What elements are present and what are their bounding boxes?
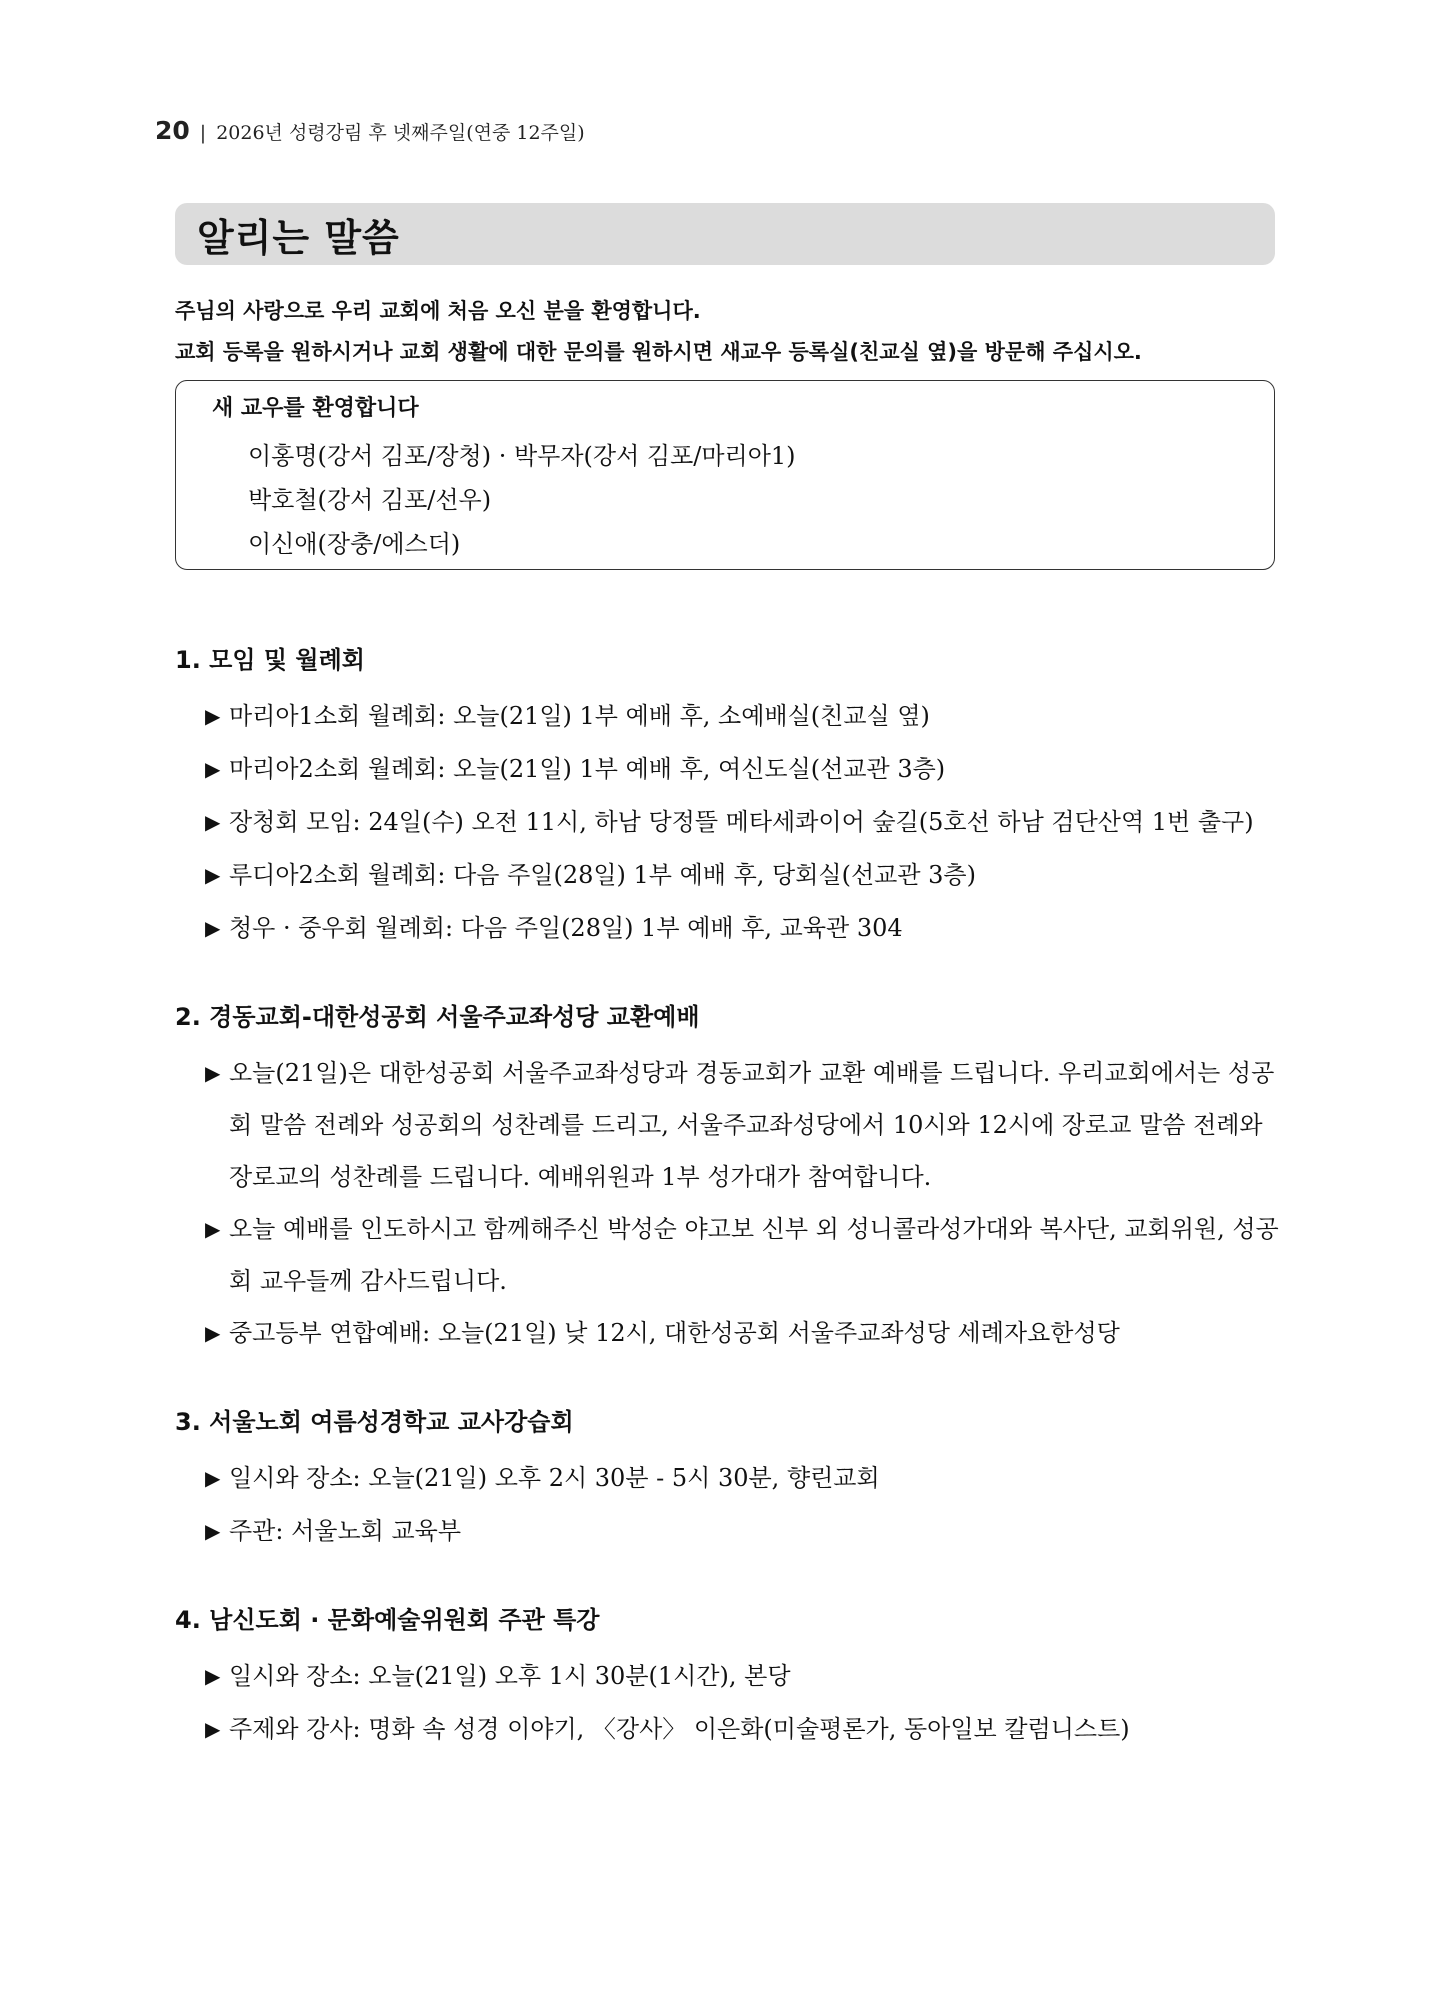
page-header bbox=[155, 116, 585, 145]
notice-heading: 1. 모임 및 월례회 bbox=[175, 646, 365, 674]
arrow-bullet-icon: ▶ bbox=[205, 810, 221, 834]
notice-section bbox=[175, 640, 1285, 955]
notice-item-text: 오늘(21일)은 대한성공회 서울주교좌성당과 경동교회가 교환 예배를 드립니다. 우리교회에서는 성공회 말씀 전례와 성공회의 성찬례를 드리고, 서울주교좌성당에서 10시와 12시에 장로교 말씀 전례와 장로교의 성찬례를 드립니다. 예배위원과 1부 성가대가 참여합니다. bbox=[229, 1059, 1275, 1191]
notice-item-text: 중고등부 연합예배: 오늘(21일) 낮 12시, 대한성공회 서울주교좌성당 세례자요한성당 bbox=[229, 1319, 1120, 1347]
arrow-bullet-icon: ▶ bbox=[205, 1664, 221, 1688]
notice-item-text: 일시와 장소: 오늘(21일) 오후 2시 30분 - 5시 30분, 향린교회 bbox=[229, 1464, 880, 1492]
notice-item bbox=[205, 1307, 1285, 1360]
notice-item bbox=[205, 743, 1285, 796]
page-title: 알리는 말씀 bbox=[197, 215, 400, 260]
notice-item bbox=[205, 690, 1285, 743]
notice-item-text: 루디아2소회 월례회: 다음 주일(28일) 1부 예배 후, 당회실(선교관 3층) bbox=[229, 861, 976, 889]
notice-section bbox=[175, 1600, 1285, 1756]
arrow-bullet-icon: ▶ bbox=[205, 1717, 221, 1741]
arrow-bullet-icon: ▶ bbox=[205, 1217, 221, 1241]
notice-item bbox=[205, 796, 1285, 849]
page-number: 20 bbox=[155, 116, 190, 145]
notice-heading: 4. 남신도회 · 문화예술위원회 주관 특강 bbox=[175, 1606, 600, 1634]
notices bbox=[175, 640, 1285, 1798]
welcome-member: 이신애(장충/에스더) bbox=[248, 530, 461, 558]
arrow-bullet-icon: ▶ bbox=[205, 1466, 221, 1490]
notice-item bbox=[205, 1505, 1285, 1558]
notice-item-text: 마리아1소회 월례회: 오늘(21일) 1부 예배 후, 소예배실(친교실 옆) bbox=[229, 702, 930, 730]
arrow-bullet-icon: ▶ bbox=[205, 704, 221, 728]
title-bar bbox=[175, 203, 1275, 265]
notice-section bbox=[175, 1402, 1285, 1558]
notice-item-text: 주제와 강사: 명화 속 성경 이야기, 〈강사〉 이은화(미술평론가, 동아일보 칼럼니스트) bbox=[229, 1715, 1130, 1743]
notice-heading: 3. 서울노회 여름성경학교 교사강습회 bbox=[175, 1408, 574, 1436]
notice-section bbox=[175, 997, 1285, 1360]
notice-item bbox=[205, 849, 1285, 902]
intro-line: 주님의 사랑으로 우리 교회에 처음 오신 분을 환영합니다. bbox=[175, 299, 701, 323]
welcome-heading: 새 교우를 환영합니다 bbox=[212, 396, 419, 421]
notice-heading: 2. 경동교회-대한성공회 서울주교좌성당 교환예배 bbox=[175, 1003, 700, 1031]
notice-item-text: 청우 · 중우회 월례회: 다음 주일(28일) 1부 예배 후, 교육관 304 bbox=[229, 914, 903, 942]
notice-item bbox=[205, 1452, 1285, 1505]
arrow-bullet-icon: ▶ bbox=[205, 1061, 221, 1085]
notice-item bbox=[205, 1203, 1285, 1307]
notice-item bbox=[205, 1650, 1285, 1703]
arrow-bullet-icon: ▶ bbox=[205, 863, 221, 887]
notice-item-text: 주관: 서울노회 교육부 bbox=[229, 1517, 461, 1545]
intro-line: 교회 등록을 원하시거나 교회 생활에 대한 문의를 원하시면 새교우 등록실(친교실 옆)을 방문해 주십시오. bbox=[175, 340, 1142, 364]
welcome-member: 이홍명(강서 김포/장청) · 박무자(강서 김포/마리아1) bbox=[248, 442, 796, 470]
notice-item-text: 마리아2소회 월례회: 오늘(21일) 1부 예배 후, 여신도실(선교관 3층) bbox=[229, 755, 946, 783]
intro bbox=[175, 291, 1295, 373]
arrow-bullet-icon: ▶ bbox=[205, 1321, 221, 1345]
notice-item-text: 일시와 장소: 오늘(21일) 오후 1시 30분(1시간), 본당 bbox=[229, 1662, 791, 1690]
arrow-bullet-icon: ▶ bbox=[205, 757, 221, 781]
arrow-bullet-icon: ▶ bbox=[205, 1519, 221, 1543]
header-separator: | bbox=[199, 122, 207, 144]
notice-item bbox=[205, 902, 1285, 955]
notice-item-text: 오늘 예배를 인도하시고 함께해주신 박성순 야고보 신부 외 성니콜라성가대와 복사단, 교회위원, 성공회 교우들께 감사드립니다. bbox=[229, 1215, 1279, 1295]
welcome-box bbox=[175, 380, 1275, 570]
page-subtitle: 2026년 성령강림 후 넷째주일(연중 12주일) bbox=[216, 122, 585, 144]
welcome-list bbox=[248, 434, 796, 566]
notice-item bbox=[205, 1703, 1285, 1756]
arrow-bullet-icon: ▶ bbox=[205, 916, 221, 940]
notice-item-text: 장청회 모임: 24일(수) 오전 11시, 하남 당정뜰 메타세콰이어 숲길(5호선 하남 검단산역 1번 출구) bbox=[229, 808, 1254, 836]
welcome-member: 박호철(강서 김포/선우) bbox=[248, 486, 492, 514]
notice-item bbox=[205, 1047, 1285, 1203]
